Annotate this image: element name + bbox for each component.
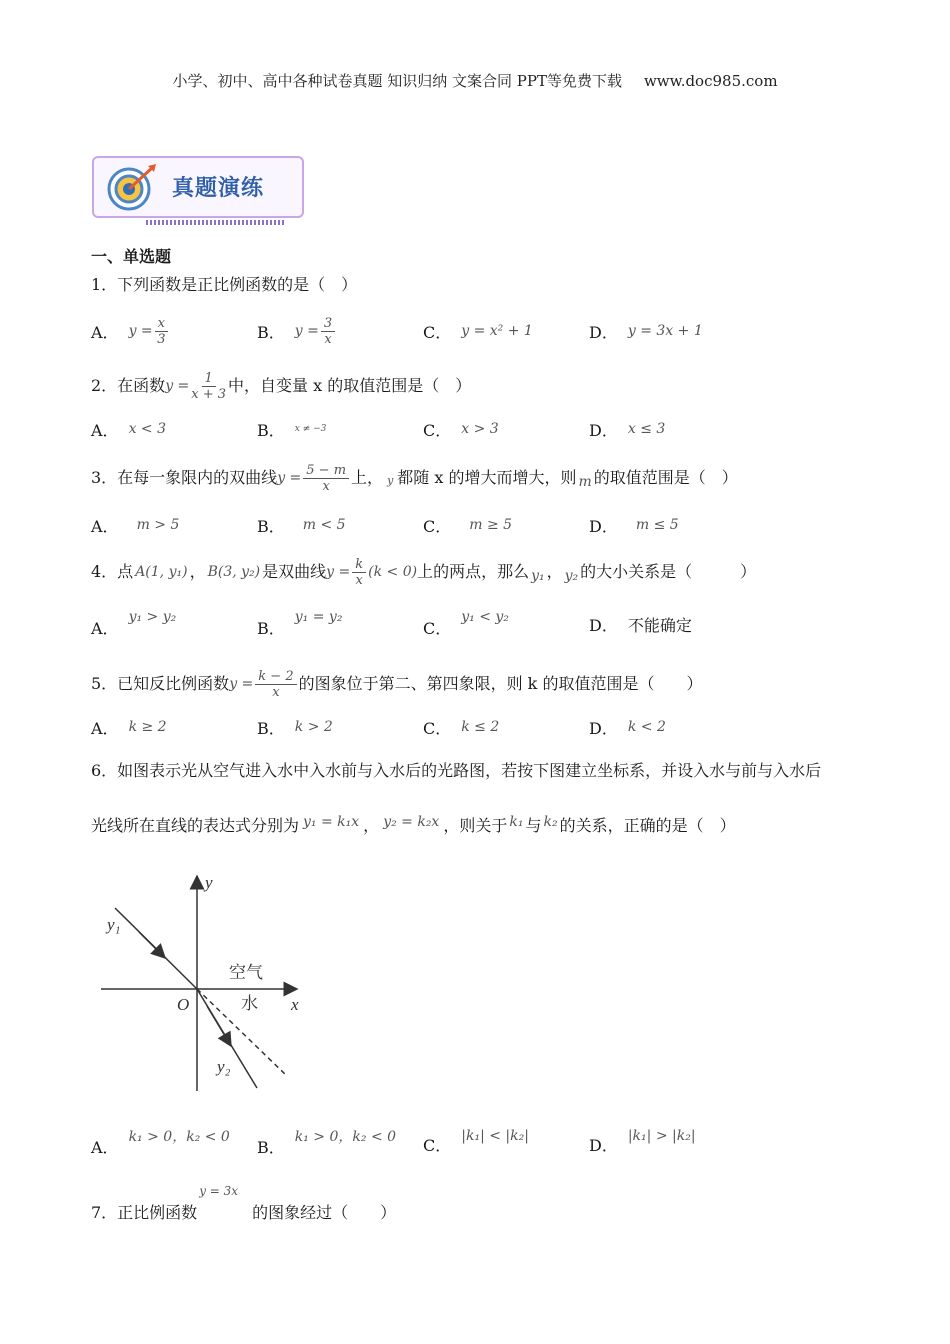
option-label: B． (257, 516, 285, 536)
option-label: A． (91, 420, 119, 440)
q4-sep2: ， (546, 562, 563, 581)
q5-fraction: $\frac{k - 2}{x}$ (255, 669, 296, 700)
option-fraction: $\frac{x}{3}$ (155, 316, 168, 347)
refracted-arrow (207, 1006, 231, 1046)
q3-var-m: m (578, 474, 592, 490)
option-math: m ≤ 5 (635, 517, 679, 533)
option-math: k₁ > 0，k₂ < 0 (128, 1129, 230, 1145)
option-label: B． (257, 1138, 285, 1157)
option-math: |k₁| > |k₂| (627, 1128, 696, 1144)
q4-options (91, 604, 871, 644)
option-text: 不能确定 (627, 615, 692, 635)
q2-fraction: $\frac{1}{x + 3}$ (191, 370, 227, 402)
option-math: k ≤ 2 (461, 719, 500, 735)
q1-stem: 1．下列函数是正比例函数的是（ ） (91, 275, 358, 294)
question-1 (91, 272, 871, 302)
q6-options (91, 1122, 871, 1162)
q4-fraction: $\frac{k}{x}$ (352, 557, 366, 588)
q5-stem-pre: 5．已知反比例函数 (91, 674, 230, 693)
q6-stem-post: 的关系，正确的是（ ） (559, 816, 736, 835)
option-math: |k₁| < |k₂| (461, 1128, 529, 1144)
q4-option-a[interactable] (91, 609, 257, 639)
q2-option-c[interactable] (423, 418, 589, 441)
q3-math: y = (277, 470, 302, 486)
option-label: D． (589, 718, 618, 738)
q7-stem-post: 的图象经过（ ） (252, 1203, 397, 1222)
q6-stem-pre: 光线所在直线的表达式分别为 (91, 816, 300, 835)
x-axis-label: x (291, 995, 299, 1014)
q4-var-y2: y₂ (564, 568, 579, 584)
q4-option-c[interactable] (423, 609, 589, 639)
q2-stem-pre: 2．在函数 (91, 376, 166, 395)
y-axis-label: y (205, 873, 213, 892)
option-math: y = 3x + 1 (627, 323, 703, 339)
q2-stem-post: 中，自变量 x 的取值范围是（ ） (228, 376, 472, 395)
option-math: m > 5 (136, 517, 180, 533)
q6-stem-line1: 6．如图表示光从空气进入水中入水前与入水后的光路图，若按下图建立坐标系，并设入水与前与入水后 (91, 761, 822, 780)
option-math: m < 5 (302, 517, 346, 533)
q6-stem-mid: ，则关于 (443, 816, 508, 835)
question-list (91, 244, 871, 1226)
q3-fraction: $\frac{5 - m}{x}$ (303, 463, 349, 494)
q3-stem-post: 的取值范围是（ ） (593, 468, 738, 487)
q5-math: y = (229, 676, 254, 692)
q6-eq2: y₂ = k₂x (383, 814, 440, 830)
q7-stem-pre: 7．正比例函数 (91, 1203, 198, 1222)
q4-condition: (k < 0) (368, 564, 418, 580)
q2-option-d[interactable] (589, 418, 755, 441)
q2-math: y = (165, 378, 190, 394)
option-label: A． (91, 1138, 119, 1157)
q6-option-a[interactable] (91, 1126, 257, 1158)
q6-sep: ， (363, 816, 380, 835)
option-label: B． (257, 619, 285, 638)
q3-option-c[interactable] (423, 514, 589, 537)
origin-label: O (177, 995, 190, 1014)
q7-eq: y = 3x (199, 1184, 239, 1198)
option-label: D． (589, 1136, 618, 1155)
option-label: D． (589, 615, 618, 635)
q6-option-c[interactable] (423, 1128, 589, 1156)
q1-option-a[interactable] (91, 316, 257, 347)
option-math: x ≤ 3 (627, 421, 666, 437)
q2-options (91, 414, 871, 444)
q4-point-a: A(1, y₁) (135, 564, 188, 580)
option-math: k > 2 (294, 719, 333, 735)
q2-option-b[interactable] (257, 418, 423, 441)
banner-title: 真题演练 (172, 176, 265, 201)
q5-option-b[interactable] (257, 716, 423, 739)
q3-option-d[interactable] (589, 514, 755, 537)
q2-option-a[interactable] (91, 418, 257, 441)
option-math: y = (128, 323, 153, 339)
page-header (0, 70, 950, 91)
option-fraction: $\frac{3}{x}$ (321, 316, 335, 347)
question-4 (91, 552, 871, 592)
option-label: D． (589, 420, 618, 440)
option-math: x < 3 (128, 421, 166, 437)
q1-option-d[interactable] (589, 320, 755, 343)
option-label: A． (91, 718, 119, 738)
light-path-figure (99, 866, 319, 1096)
option-label: C． (423, 420, 452, 440)
option-label: C． (423, 322, 452, 342)
q3-stem-pre: 3．在每一象限内的双曲线 (91, 468, 278, 487)
q4-stem-pre: 4．点 (91, 562, 134, 581)
q5-option-c[interactable] (423, 716, 589, 739)
q6-option-b[interactable] (257, 1126, 423, 1158)
question-6-line1 (91, 758, 871, 784)
option-label: A． (91, 322, 119, 342)
option-math: x ≠ −3 (294, 424, 327, 434)
option-label: D． (589, 322, 618, 342)
option-label: C． (423, 718, 452, 738)
q1-option-c[interactable] (423, 320, 589, 343)
q6-eq1: y₁ = k₁x (303, 814, 360, 830)
option-math: y = x² + 1 (461, 323, 533, 339)
question-3 (91, 458, 871, 498)
q3-option-b[interactable] (257, 514, 423, 537)
q4-option-d[interactable] (589, 613, 755, 636)
q5-option-d[interactable] (589, 716, 755, 739)
q6-var-k1: k₁ (509, 814, 524, 830)
q4-option-b[interactable] (257, 609, 423, 639)
q3-option-a[interactable] (91, 514, 257, 537)
water-label: 水 (241, 994, 258, 1014)
option-label: B． (257, 718, 285, 738)
q4-var-y1: y₁ (531, 568, 545, 584)
option-label: C． (423, 516, 452, 536)
q6-stem-mid2: 与 (525, 816, 542, 835)
option-label: B． (257, 322, 285, 342)
q3-var-y: y (387, 474, 394, 487)
target-icon (104, 162, 160, 212)
q3-options (91, 510, 871, 540)
incident-arrow (139, 932, 165, 958)
option-label: C． (423, 619, 452, 638)
question-2 (91, 368, 871, 404)
air-label: 空气 (229, 963, 263, 983)
q5-stem-post: 的图象位于第二、第四象限，则 k 的取值范围是（ ） (298, 674, 703, 693)
q4-math: y = (326, 564, 351, 580)
y2-label: y₂ (217, 1057, 231, 1076)
q4-point-b: B(3, y₂) (207, 564, 261, 580)
option-math: y₁ = y₂ (294, 609, 343, 625)
header-site[interactable]: www.doc985.com (643, 72, 778, 90)
option-math: x > 3 (461, 421, 499, 437)
q6-option-d[interactable] (589, 1128, 755, 1156)
q4-stem-mid: 是双曲线 (262, 562, 327, 581)
q1-option-b[interactable] (257, 316, 423, 347)
q4-stem-mid2: 上的两点，那么 (417, 562, 530, 581)
q1-options (91, 308, 871, 354)
option-math: k < 2 (627, 719, 666, 735)
q5-option-a[interactable] (91, 716, 257, 739)
question-6-line2 (91, 806, 871, 846)
option-math: y₁ > y₂ (128, 609, 177, 625)
q6-var-k2: k₂ (543, 814, 558, 830)
q3-stem-mid: 上， (351, 468, 384, 487)
question-7 (91, 1186, 871, 1226)
section-title: 一、单选题 (91, 247, 172, 266)
option-math: m ≥ 5 (469, 517, 513, 533)
section-banner (92, 156, 304, 218)
option-label: B． (257, 420, 285, 440)
option-label: C． (423, 1136, 452, 1155)
question-5 (91, 664, 871, 704)
y1-label: y₁ (107, 915, 121, 934)
option-label: A． (91, 619, 119, 638)
q4-sep: ， (189, 562, 206, 581)
option-math: y₁ < y₂ (461, 609, 509, 625)
q3-stem-mid2: 都随 x 的增大而增大，则 (397, 468, 577, 487)
banner-stripe (146, 220, 286, 225)
option-math: y = (294, 323, 319, 339)
option-math: k₁ > 0，k₂ < 0 (294, 1129, 397, 1145)
header-text: 小学、初中、高中各种试卷真题 知识归纳 文案合同 PPT等免费下载 (172, 72, 622, 90)
option-label: D． (589, 516, 618, 536)
option-math: k ≥ 2 (128, 719, 167, 735)
q4-stem-post: 的大小关系是（ ） (580, 562, 757, 581)
option-label: A． (91, 516, 119, 536)
q5-options (91, 712, 871, 742)
